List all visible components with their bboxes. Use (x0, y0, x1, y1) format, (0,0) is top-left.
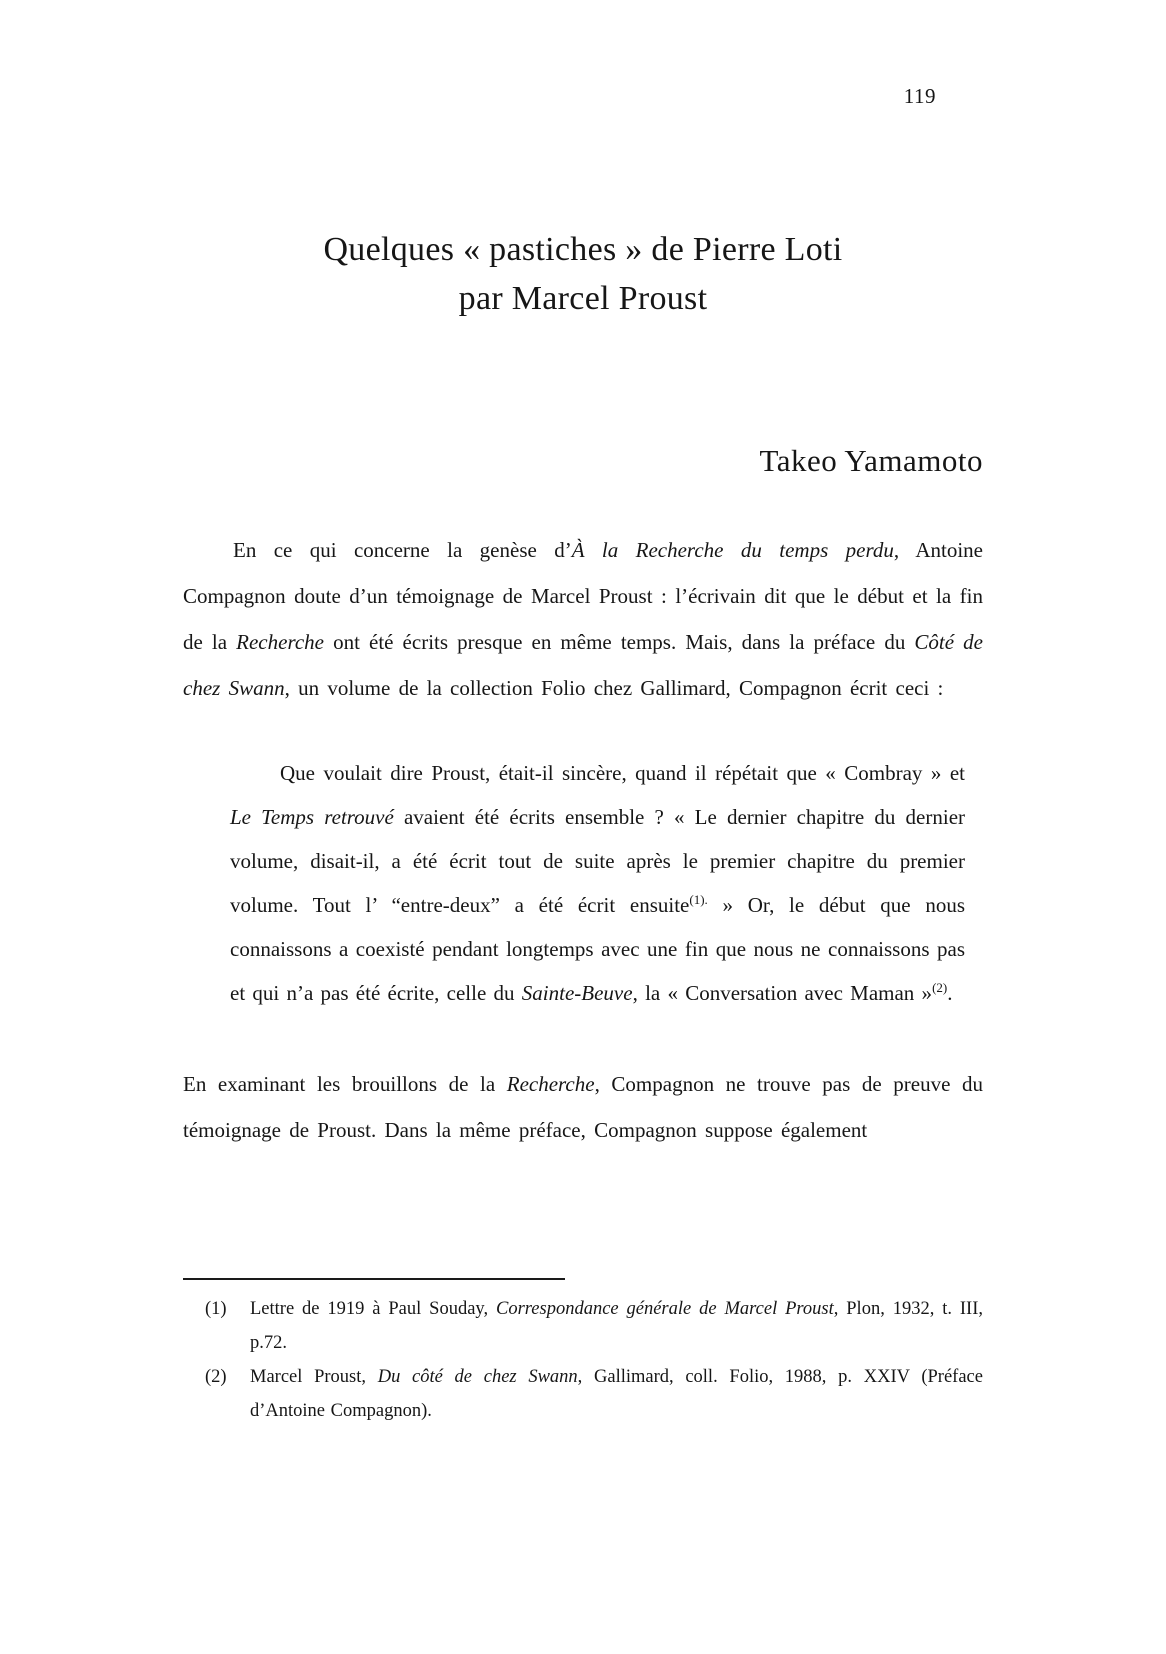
article-title-line-1: Quelques « pastiches » de Pierre Loti (323, 231, 843, 268)
footnote-separator-rule (183, 1278, 565, 1280)
footnote-2-marker: (2) (205, 1367, 227, 1387)
footnote-2 (183, 1360, 983, 1428)
page-number: 119 (903, 84, 936, 108)
paragraph-intro: En ce qui concerne la genèse d’À la Recherche du temps perdu, Antoine Compagnon doute d’un témoignage de Marcel Proust : l’écrivain dit que le début et la fin de la Recherche ont été écrits presque en même temps. Mais, dans la préface du Côté de chez Swann, un volume de la collection Folio chez Gallimard, Compagnon écrit ceci : (183, 538, 983, 700)
author-name: Takeo Yamamoto (759, 443, 983, 478)
article-title (183, 225, 983, 323)
footnote-2-text: Marcel Proust, Du côté de chez Swann, Gallimard, coll. Folio, 1988, p. XXIV (Préface d’Antoine Compagnon). (250, 1367, 983, 1421)
footnote-1-text: Lettre de 1919 à Paul Souday, Correspondance générale de Marcel Proust, Plon, 1932, t. III, p.72. (250, 1299, 983, 1353)
footnotes-section (183, 1278, 983, 1428)
footnote-1 (183, 1292, 983, 1360)
paragraph-after-quote: En examinant les brouillons de la Recherche, Compagnon ne trouve pas de preuve du témoignage de Proust. Dans la même préface, Compagnon suppose également (183, 1072, 983, 1142)
article-body (183, 527, 983, 1153)
block-quote: Que voulait dire Proust, était-il sincère, quand il répétait que « Combray » et Le Temps retrouvé avaient été écrits ensemble ? « Le dernier chapitre du dernier volume, disait-il, a été écrit tout de suite après le premier chapitre du premier volume. Tout l’ “entre-deux” a été écrit ensuite$^{(1).}$ » Or, le début que nous connaissons a coexisté pendant longtemps avec une fin que nous ne connaissons pas et qui n’a pas été écrite, celle du Sainte-Beuve, la « Conversation avec Maman »$^{(2)}$. (230, 761, 966, 1005)
article-title-line-2: par Marcel Proust (458, 280, 708, 317)
footnote-1-marker: (1) (205, 1299, 227, 1319)
